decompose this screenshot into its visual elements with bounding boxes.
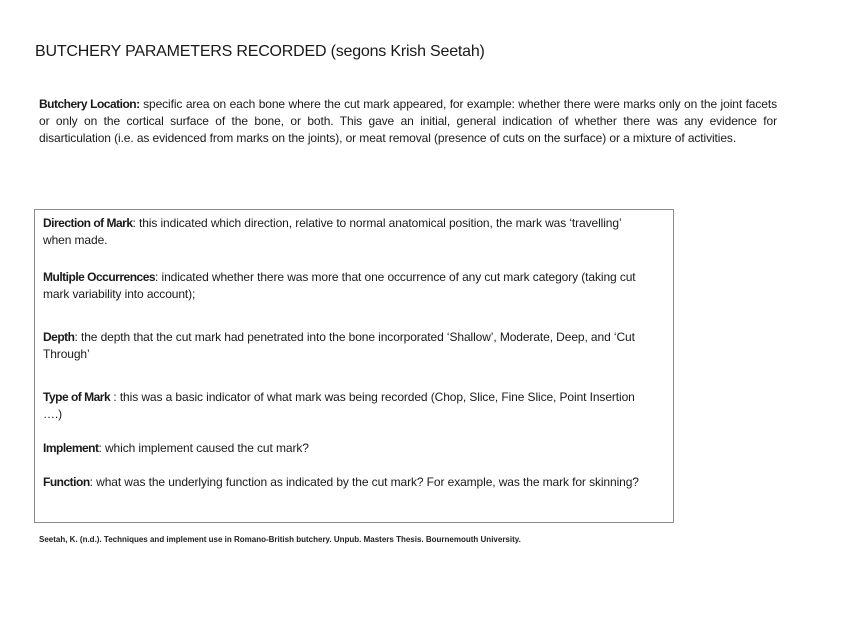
parameter-direction-of-mark — [43, 215, 643, 249]
parameter-text: : this indicated which direction, relative to normal anatomical position, the mark was ‘travelling’ when made. — [43, 216, 622, 247]
butchery-location-paragraph — [39, 96, 777, 147]
parameter-function — [43, 474, 643, 491]
parameter-label: Type of Mark — [43, 390, 111, 404]
parameter-text: : this was a basic indicator of what mark was being recorded (Chop, Slice, Fine Slice, Point Insertion ….) — [43, 390, 635, 421]
page-title: BUTCHERY PARAMETERS RECORDED (segons Krish Seetah) — [35, 43, 485, 60]
butchery-location-text: specific area on each bone where the cut mark appeared, for example: whether there were marks only on the joint facets or only on the cortical surface of the bone, or both. This gave an initial, general indication of whether there was any evidence for disarticulation (i.e. as evidenced from marks on the joints), or meat removal (presence of cuts on the surface) or a mixture of activities. — [39, 97, 777, 145]
reference-footnote: Seetah, K. (n.d.). Techniques and implement use in Romano-British butchery. Unpub. Masters Thesis. Bournemouth University. — [39, 535, 521, 544]
parameter-text: : the depth that the cut mark had penetrated into the bone incorporated ‘Shallow’, Moderate, Deep, and ‘Cut Through’ — [43, 330, 635, 361]
parameter-text: : indicated whether there was more that one occurrence of any cut mark category (taking cut mark variability into account); — [43, 270, 636, 301]
parameter-implement — [43, 440, 643, 457]
parameter-type-of-mark — [43, 389, 643, 423]
parameter-text: : what was the underlying function as indicated by the cut mark? For example, was the mark for skinning? — [89, 475, 639, 489]
parameters-box — [34, 209, 674, 523]
parameter-multiple-occurrences — [43, 269, 643, 303]
parameter-label: Direction of Mark — [43, 216, 133, 230]
parameter-depth — [43, 329, 643, 363]
parameter-label: Depth — [43, 330, 75, 344]
parameter-text: : which implement caused the cut mark? — [98, 441, 309, 455]
parameter-label: Function — [43, 475, 90, 489]
butchery-location-label: Butchery Location: — [39, 97, 140, 111]
parameter-label: Implement — [43, 441, 99, 455]
parameter-label: Multiple Occurrences — [43, 270, 156, 284]
